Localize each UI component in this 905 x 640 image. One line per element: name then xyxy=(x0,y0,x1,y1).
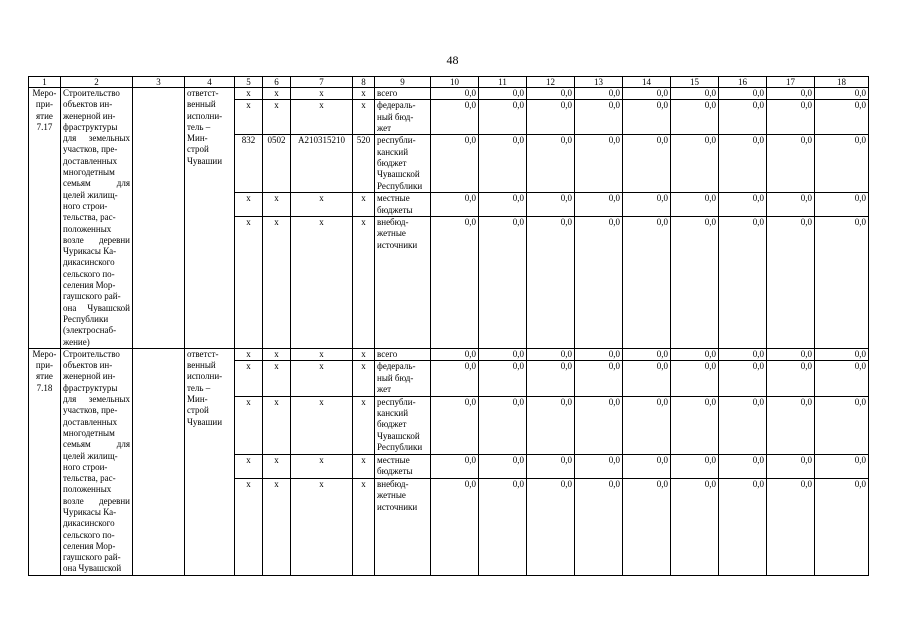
amount-cell: 0,0 xyxy=(719,361,767,396)
executor-cell: ответст- венный исполни- тель – Мин- строй Чувашии xyxy=(185,88,235,349)
amount-cell: 0,0 xyxy=(815,135,869,193)
amount-cell: 0,0 xyxy=(719,479,767,576)
code-cell: x xyxy=(235,455,263,479)
amount-cell: 0,0 xyxy=(431,361,479,396)
table-row xyxy=(29,88,869,100)
code-cell: x xyxy=(353,193,375,217)
code-cell: x xyxy=(291,455,353,479)
amount-cell: 0,0 xyxy=(671,396,719,454)
amount-cell: 0,0 xyxy=(815,348,869,360)
funding-source: республи- канский бюджет Чувашской Республики xyxy=(375,396,431,454)
header-cell: 6 xyxy=(263,77,291,88)
header-cell: 12 xyxy=(527,77,575,88)
code-cell: x xyxy=(235,361,263,396)
page-number: 48 xyxy=(446,53,459,67)
amount-cell: 0,0 xyxy=(527,396,575,454)
empty-cell xyxy=(133,88,185,349)
amount-cell: 0,0 xyxy=(671,88,719,100)
amount-cell: 0,0 xyxy=(623,135,671,193)
funding-source: республи- канский бюджет Чувашской Республики xyxy=(375,135,431,193)
header-cell: 18 xyxy=(815,77,869,88)
amount-cell: 0,0 xyxy=(575,193,623,217)
amount-cell: 0,0 xyxy=(719,348,767,360)
amount-cell: 0,0 xyxy=(623,193,671,217)
header-row xyxy=(29,77,869,88)
amount-cell: 0,0 xyxy=(671,479,719,576)
code-cell: x xyxy=(235,217,263,349)
code-cell: x xyxy=(353,217,375,349)
amount-cell: 0,0 xyxy=(767,396,815,454)
activity-title: Строительство объектов ин- женерной ин- фраструктуры для земельных участков, пре- доставленных многодетным семьям для целей жилищ- ного строи- тельства, рас- положенных возле деревни Чурикасы Ка- дикасинского сельского по- селения Мор- гаушского рай- она Чувашской xyxy=(61,348,133,575)
amount-cell: 0,0 xyxy=(719,193,767,217)
table-row xyxy=(29,348,869,360)
amount-cell: 0,0 xyxy=(623,455,671,479)
amount-cell: 0,0 xyxy=(671,455,719,479)
amount-cell: 0,0 xyxy=(479,217,527,349)
code-cell: x xyxy=(263,479,291,576)
funding-source: федераль- ный бюд- жет xyxy=(375,361,431,396)
amount-cell: 0,0 xyxy=(671,135,719,193)
amount-cell: 0,0 xyxy=(527,217,575,349)
amount-cell: 0,0 xyxy=(479,100,527,135)
code-cell: x xyxy=(353,88,375,100)
header-cell: 11 xyxy=(479,77,527,88)
code-cell: x xyxy=(235,193,263,217)
funding-source: всего xyxy=(375,88,431,100)
code-cell: x xyxy=(263,396,291,454)
funding-source: всего xyxy=(375,348,431,360)
code-cell: 520 xyxy=(353,135,375,193)
amount-cell: 0,0 xyxy=(623,396,671,454)
code-cell: x xyxy=(353,455,375,479)
header-cell: 5 xyxy=(235,77,263,88)
amount-cell: 0,0 xyxy=(671,193,719,217)
amount-cell: 0,0 xyxy=(719,455,767,479)
activity-title: Строительство объектов ин- женерной ин- фраструктуры для земельных участков, пре- доставленных многодетным семьям для целей жилищ- ного строи- тельства, рас- положенных возле деревни Чурикасы Ка- дикасинского сельского по- селения Мор- гаушского рай- она Чувашской Республики (электроснаб- жение) xyxy=(61,88,133,349)
amount-cell: 0,0 xyxy=(479,396,527,454)
header-cell: 2 xyxy=(61,77,133,88)
amount-cell: 0,0 xyxy=(815,193,869,217)
amount-cell: 0,0 xyxy=(815,455,869,479)
header-cell: 4 xyxy=(185,77,235,88)
code-cell: x xyxy=(291,361,353,396)
amount-cell: 0,0 xyxy=(527,361,575,396)
code-cell: x xyxy=(291,193,353,217)
amount-cell: 0,0 xyxy=(431,88,479,100)
header-cell: 16 xyxy=(719,77,767,88)
code-cell: x xyxy=(353,348,375,360)
amount-cell: 0,0 xyxy=(479,361,527,396)
amount-cell: 0,0 xyxy=(623,88,671,100)
amount-cell: 0,0 xyxy=(815,396,869,454)
funding-source: федераль- ный бюд- жет xyxy=(375,100,431,135)
funding-source: местные бюджеты xyxy=(375,455,431,479)
code-cell: x xyxy=(263,217,291,349)
amount-cell: 0,0 xyxy=(575,455,623,479)
amount-cell: 0,0 xyxy=(575,361,623,396)
header-cell: 1 xyxy=(29,77,61,88)
amount-cell: 0,0 xyxy=(527,455,575,479)
amount-cell: 0,0 xyxy=(623,100,671,135)
amount-cell: 0,0 xyxy=(527,100,575,135)
amount-cell: 0,0 xyxy=(575,135,623,193)
amount-cell: 0,0 xyxy=(527,348,575,360)
header-cell: 3 xyxy=(133,77,185,88)
amount-cell: 0,0 xyxy=(479,135,527,193)
header-cell: 8 xyxy=(353,77,375,88)
amount-cell: 0,0 xyxy=(815,217,869,349)
amount-cell: 0,0 xyxy=(671,361,719,396)
code-cell: x xyxy=(235,348,263,360)
amount-cell: 0,0 xyxy=(431,193,479,217)
amount-cell: 0,0 xyxy=(527,479,575,576)
code-cell: x xyxy=(263,88,291,100)
amount-cell: 0,0 xyxy=(719,217,767,349)
amount-cell: 0,0 xyxy=(431,135,479,193)
code-cell: 0502 xyxy=(263,135,291,193)
amount-cell: 0,0 xyxy=(767,100,815,135)
code-cell: x xyxy=(353,100,375,135)
amount-cell: 0,0 xyxy=(431,479,479,576)
amount-cell: 0,0 xyxy=(575,348,623,360)
header-cell: 17 xyxy=(767,77,815,88)
amount-cell: 0,0 xyxy=(719,88,767,100)
header-cell: 13 xyxy=(575,77,623,88)
funding-source: местные бюджеты xyxy=(375,193,431,217)
amount-cell: 0,0 xyxy=(671,217,719,349)
amount-cell: 0,0 xyxy=(815,361,869,396)
code-cell: x xyxy=(291,348,353,360)
amount-cell: 0,0 xyxy=(575,100,623,135)
empty-cell xyxy=(133,348,185,575)
code-cell: x xyxy=(263,193,291,217)
code-cell: 832 xyxy=(235,135,263,193)
code-cell: A210315210 xyxy=(291,135,353,193)
amount-cell: 0,0 xyxy=(479,455,527,479)
amount-cell: 0,0 xyxy=(815,88,869,100)
code-cell: x xyxy=(235,396,263,454)
activity-number: Меро- при- ятие 7.17 xyxy=(29,88,61,349)
amount-cell: 0,0 xyxy=(479,88,527,100)
code-cell: x xyxy=(291,396,353,454)
amount-cell: 0,0 xyxy=(527,88,575,100)
code-cell: x xyxy=(353,361,375,396)
amount-cell: 0,0 xyxy=(767,348,815,360)
amount-cell: 0,0 xyxy=(767,217,815,349)
amount-cell: 0,0 xyxy=(575,479,623,576)
header-cell: 9 xyxy=(375,77,431,88)
amount-cell: 0,0 xyxy=(767,193,815,217)
code-cell: x xyxy=(291,217,353,349)
activity-number: Меро- при- ятие 7.18 xyxy=(29,348,61,575)
amount-cell: 0,0 xyxy=(815,100,869,135)
amount-cell: 0,0 xyxy=(527,135,575,193)
table-body xyxy=(29,88,869,576)
amount-cell: 0,0 xyxy=(719,135,767,193)
amount-cell: 0,0 xyxy=(767,361,815,396)
amount-cell: 0,0 xyxy=(431,396,479,454)
amount-cell: 0,0 xyxy=(479,348,527,360)
amount-cell: 0,0 xyxy=(431,100,479,135)
amount-cell: 0,0 xyxy=(431,455,479,479)
amount-cell: 0,0 xyxy=(479,193,527,217)
amount-cell: 0,0 xyxy=(623,479,671,576)
code-cell: x xyxy=(291,100,353,135)
amount-cell: 0,0 xyxy=(815,479,869,576)
amount-cell: 0,0 xyxy=(767,135,815,193)
amount-cell: 0,0 xyxy=(575,396,623,454)
amount-cell: 0,0 xyxy=(623,348,671,360)
amount-cell: 0,0 xyxy=(623,217,671,349)
funding-source: внебюд- жетные источники xyxy=(375,479,431,576)
amount-cell: 0,0 xyxy=(719,100,767,135)
funding-source: внебюд- жетные источники xyxy=(375,217,431,349)
executor-cell: ответст- венный исполни- тель – Мин- строй Чувашии xyxy=(185,348,235,575)
amount-cell: 0,0 xyxy=(671,348,719,360)
amount-cell: 0,0 xyxy=(767,88,815,100)
code-cell: x xyxy=(263,100,291,135)
amount-cell: 0,0 xyxy=(431,348,479,360)
amount-cell: 0,0 xyxy=(575,88,623,100)
code-cell: x xyxy=(263,455,291,479)
header-cell: 10 xyxy=(431,77,479,88)
code-cell: x xyxy=(263,348,291,360)
amount-cell: 0,0 xyxy=(623,361,671,396)
code-cell: x xyxy=(291,479,353,576)
code-cell: x xyxy=(291,88,353,100)
header-cell: 15 xyxy=(671,77,719,88)
amount-cell: 0,0 xyxy=(431,217,479,349)
budget-table xyxy=(28,76,869,576)
amount-cell: 0,0 xyxy=(767,455,815,479)
code-cell: x xyxy=(235,88,263,100)
header-cell: 14 xyxy=(623,77,671,88)
code-cell: x xyxy=(235,100,263,135)
amount-cell: 0,0 xyxy=(527,193,575,217)
code-cell: x xyxy=(353,479,375,576)
header-cell: 7 xyxy=(291,77,353,88)
code-cell: x xyxy=(235,479,263,576)
code-cell: x xyxy=(353,396,375,454)
amount-cell: 0,0 xyxy=(479,479,527,576)
amount-cell: 0,0 xyxy=(671,100,719,135)
code-cell: x xyxy=(263,361,291,396)
amount-cell: 0,0 xyxy=(767,479,815,576)
amount-cell: 0,0 xyxy=(575,217,623,349)
amount-cell: 0,0 xyxy=(719,396,767,454)
